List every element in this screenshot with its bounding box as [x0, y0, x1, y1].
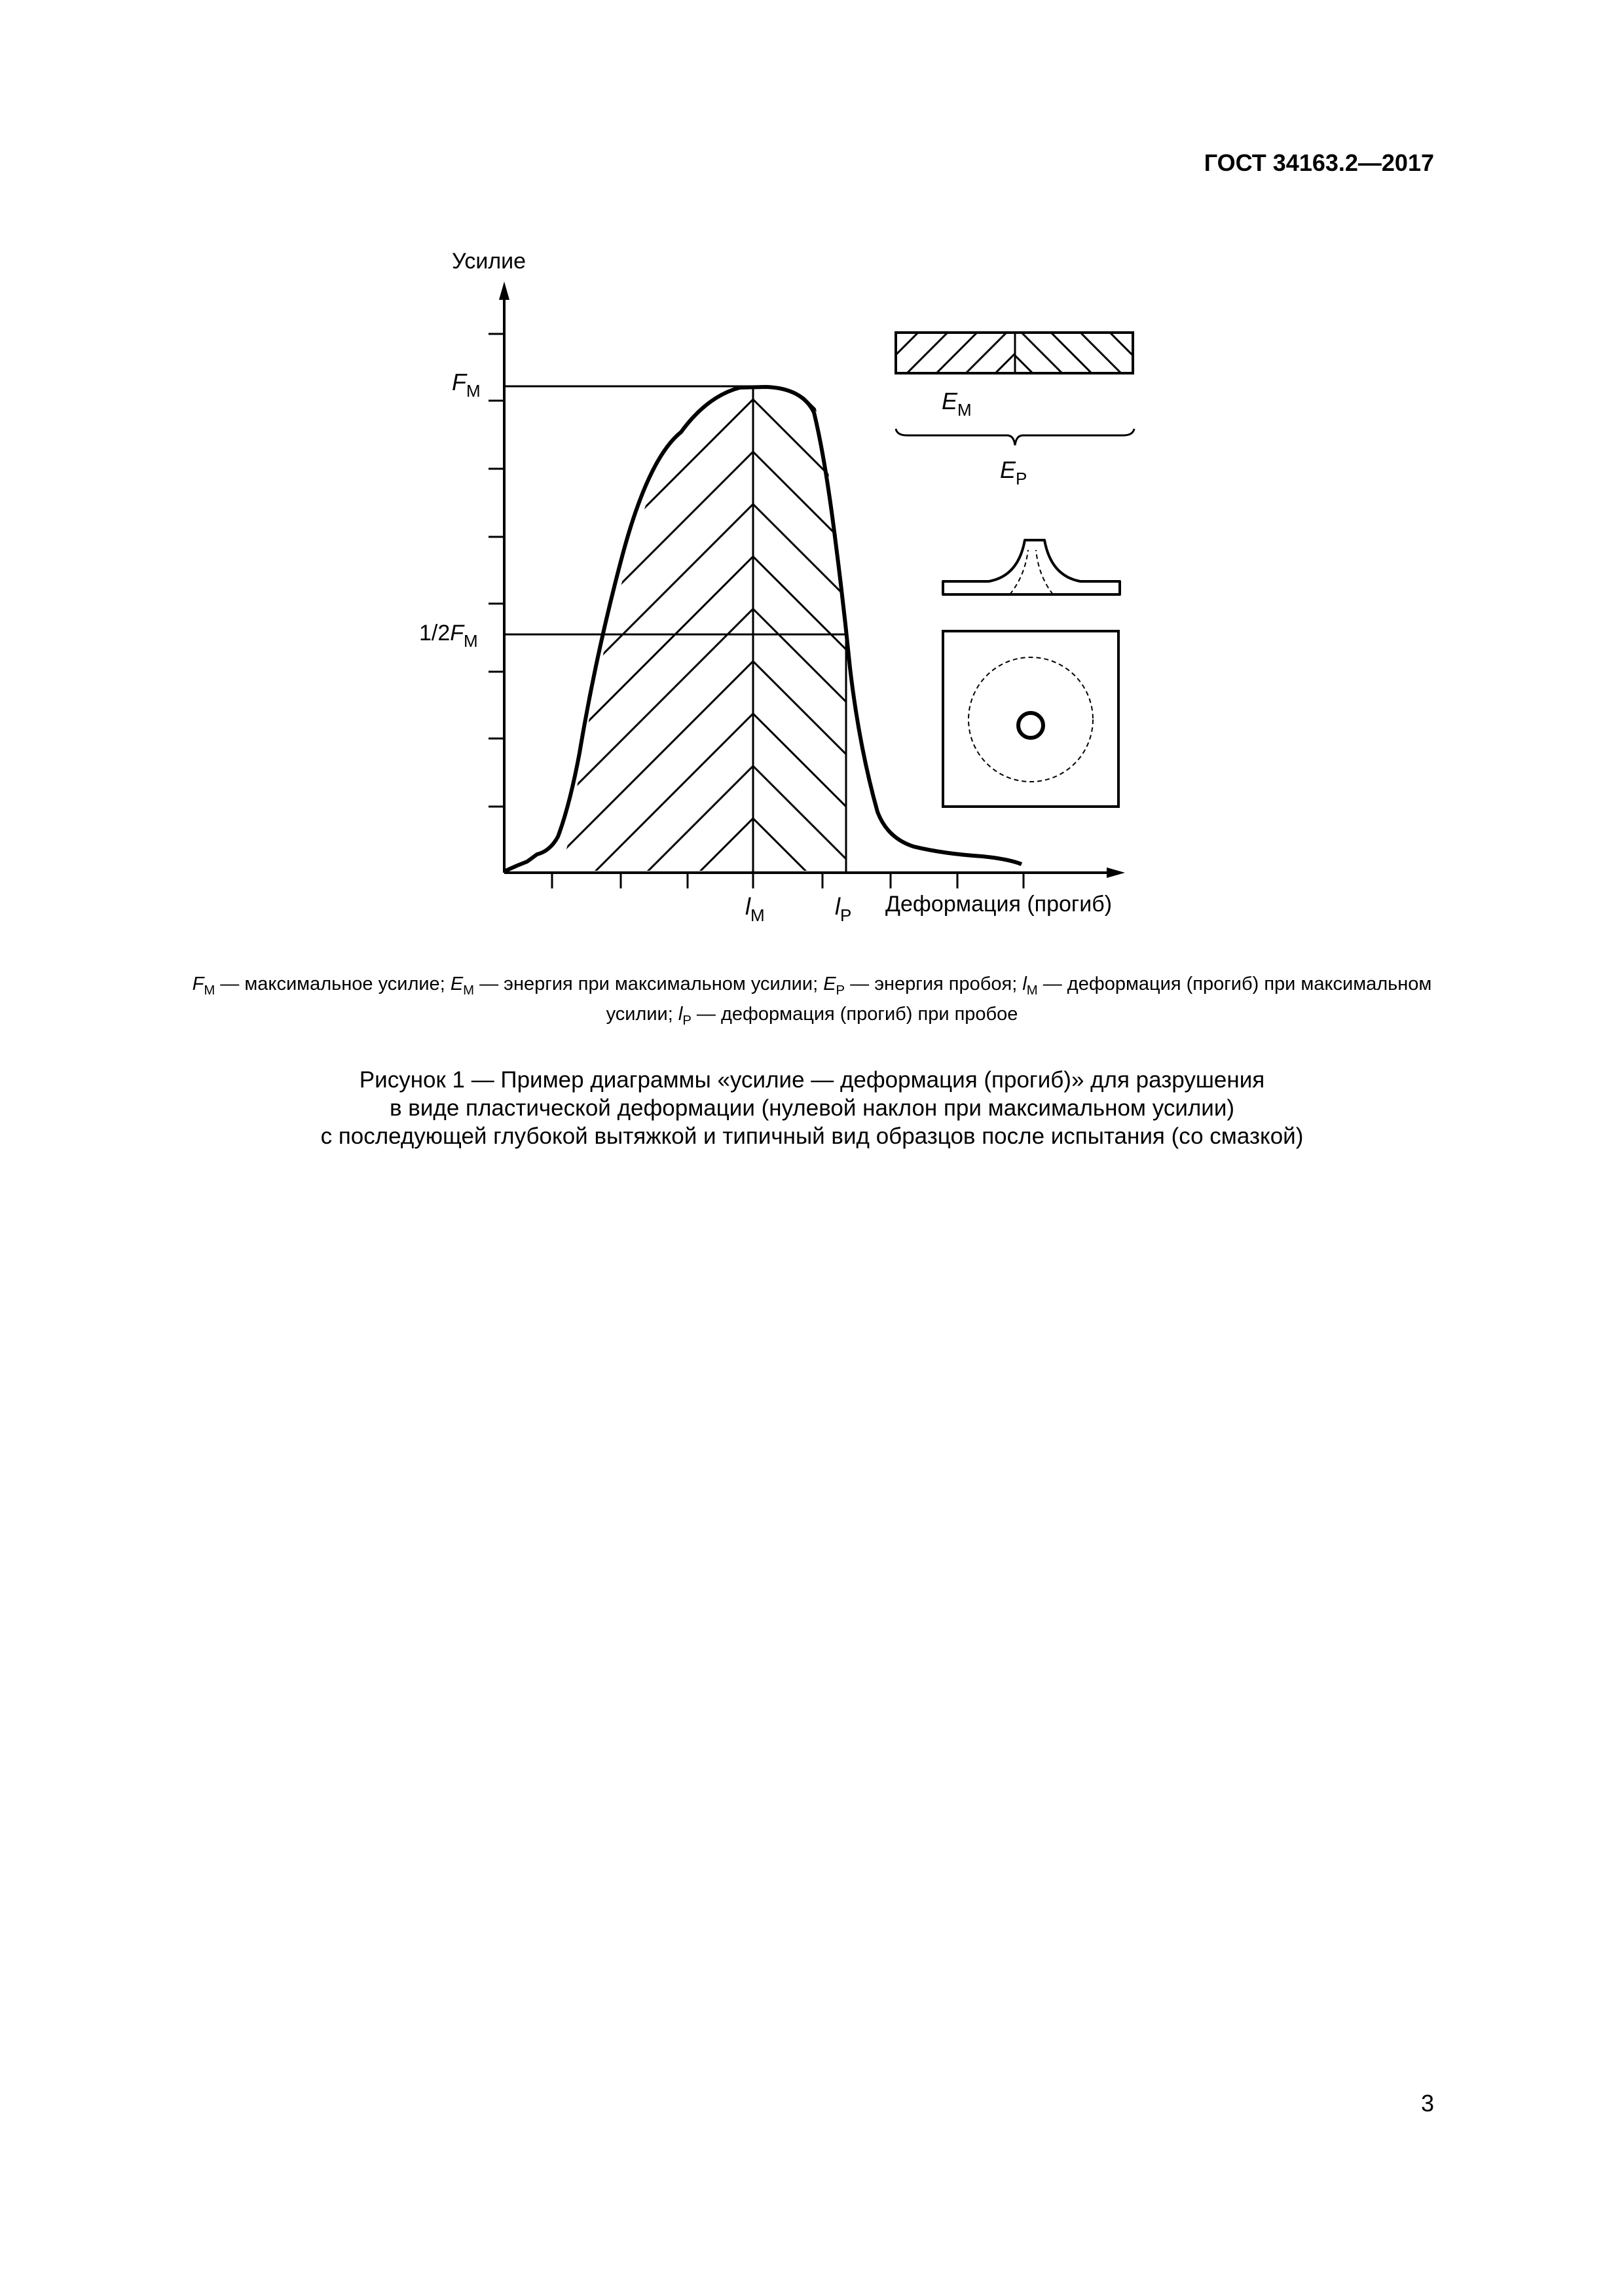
x-axis-label: Деформация (прогиб): [885, 892, 1113, 917]
em-label: $E_М$: [942, 388, 972, 420]
figure-legend: $F_М$ — максимальное усилие; $E_М$ — энергия при максимальном усилии; $E_Р$ — энергия пробоя; $l_М$ — деформация (прогиб) при максимальном усилии; $l_Р$ — деформация (прогиб) при пробое: [192, 974, 1432, 1029]
ep-brace: [896, 429, 1134, 445]
y-axis-arrow: [499, 282, 509, 300]
document-code: ГОСТ 34163.2—2017: [1204, 149, 1434, 176]
caption-line: в виде пластической деформации (нулевой наклон при максимальном усилии): [389, 1095, 1235, 1121]
specimen-top-view: [943, 631, 1118, 807]
y-ticks: [489, 334, 504, 807]
half-fm-label: $1/2F_М$: [419, 621, 478, 651]
x-axis-arrow: [1107, 867, 1125, 878]
puncture-energy-hatch: [753, 295, 1277, 1342]
lp-label: $l_Р$: [835, 893, 852, 925]
x-ticks: [552, 873, 1024, 888]
lm-label: $l_М$: [745, 893, 765, 925]
caption-line: Рисунок 1 — Пример диаграммы «усилие — деформация (прогиб)» для разрушения: [359, 1067, 1265, 1093]
energy-bar-diagram: [877, 333, 1151, 373]
specimen-side-view: [943, 540, 1120, 594]
caption-line: с последующей глубокой вытяжкой и типичный вид образцов после испытания (со смазкой): [320, 1123, 1304, 1149]
fm-label: $F_М$: [452, 369, 481, 401]
y-axis-label: Усилие: [452, 249, 526, 274]
page-number: 3: [1420, 2090, 1434, 2117]
figure-caption: [157, 1066, 1467, 1150]
ep-label: $E_Р$: [1000, 456, 1027, 488]
